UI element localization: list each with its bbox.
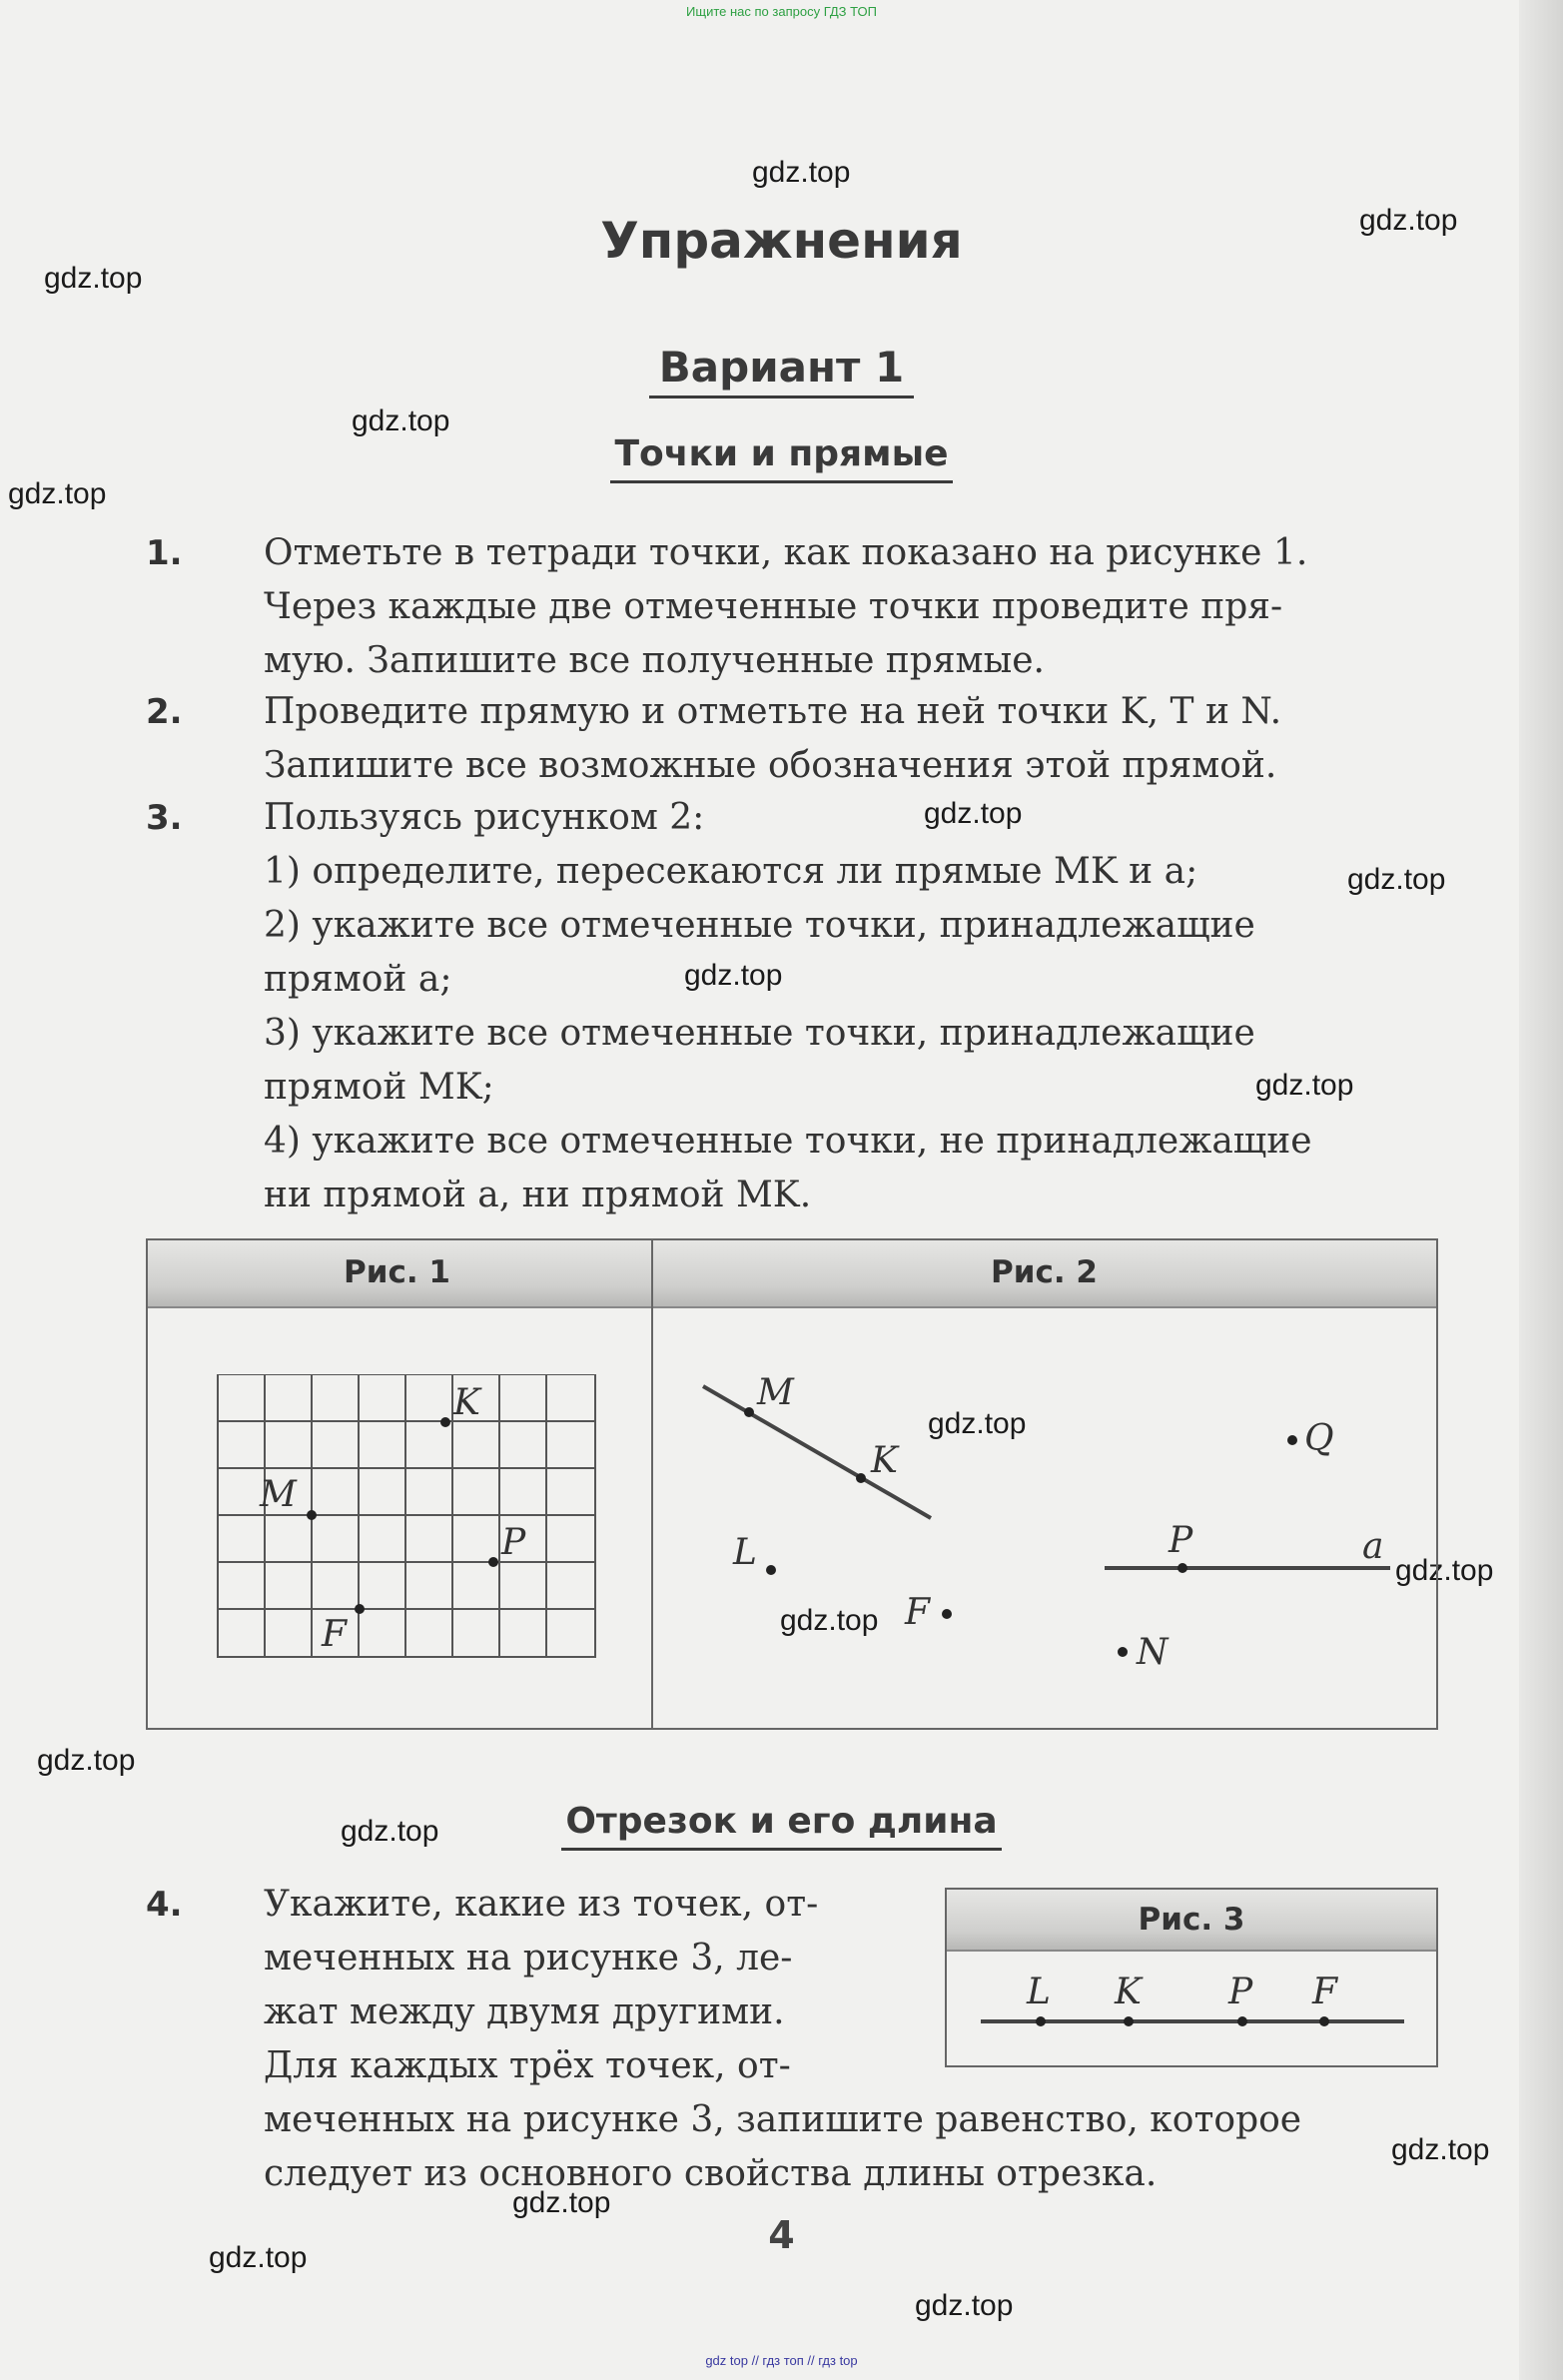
exercise-text (264, 526, 1444, 688)
point-p (1237, 2016, 1247, 2026)
exercise-line: 3) укажите все отмеченные точки, принадлежащие (264, 1013, 1255, 1054)
watermark: gdz.top (1359, 204, 1458, 237)
label-p: P (1228, 1972, 1253, 2012)
watermark: gdz.top (780, 1604, 879, 1637)
exercise-line: Через каждые две отмеченные точки проведите пря- (264, 586, 1283, 627)
point-f (942, 1609, 952, 1619)
watermark: gdz.top (8, 477, 107, 510)
exercise-number: 1. (146, 533, 183, 573)
exercise-line: следует из основного свойства длины отрезка. (264, 2153, 1158, 2194)
figures-table (146, 1238, 1438, 1730)
exercise-line: мую. Запишите все полученные прямые. (264, 640, 1045, 681)
label-q: Q (1304, 1418, 1334, 1459)
exercise-line: 4) укажите все отмеченные точки, не принадлежащие (264, 1121, 1312, 1162)
exercise-number: 3. (146, 798, 183, 838)
figure-3-diagram (947, 1950, 1436, 2065)
point-k (856, 1473, 866, 1483)
bottom-links[interactable]: gdz top // гдз топ // гдз top (705, 2353, 858, 2368)
watermark: gdz.top (341, 1815, 439, 1848)
watermark: gdz.top (1395, 1554, 1494, 1587)
point-f (355, 1604, 365, 1614)
section-heading-segment-length (0, 1801, 1563, 1842)
exercise-line: жат между двумя другими. (264, 1991, 785, 2032)
exercise-text (264, 791, 1444, 1222)
label-m: M (757, 1372, 794, 1413)
point-k (1124, 2016, 1134, 2026)
exercise-3 (146, 791, 1444, 1222)
point-l (1036, 2016, 1046, 2026)
figure-1-grid (208, 1374, 607, 1694)
label-f: F (1312, 1972, 1337, 2012)
point-m (307, 1510, 317, 1520)
label-l: L (733, 1532, 757, 1573)
watermark: gdz.top (352, 404, 450, 437)
watermark: gdz.top (512, 2186, 611, 2219)
exercise-number: 4. (146, 1885, 183, 1925)
label-f: F (322, 1614, 347, 1655)
point-n (1118, 1647, 1128, 1657)
watermark: gdz.top (752, 156, 851, 189)
watermark: gdz.top (684, 959, 783, 992)
section-heading-points-lines (0, 433, 1563, 474)
watermark: gdz.top (44, 262, 143, 295)
exercise-line: Отметьте в тетради точки, как показано на рисунке 1. (264, 532, 1308, 573)
label-p: P (501, 1522, 526, 1563)
figure-3 (945, 1888, 1438, 2067)
figure-1-caption: Рис. 1 (344, 1254, 450, 1290)
exercise-text (264, 685, 1444, 793)
watermark: gdz.top (928, 1407, 1027, 1440)
label-f: F (905, 1592, 930, 1633)
watermark: gdz.top (924, 797, 1023, 830)
label-k: K (871, 1440, 898, 1481)
exercise-number: 2. (146, 692, 183, 732)
exercise-line: Пользуясь рисунком 2: (264, 797, 705, 838)
exercise-line: Запишите все возможные обозначения этой прямой. (264, 745, 1277, 786)
figure-2-diagram (653, 1306, 1438, 1730)
figures-table-header (148, 1240, 1436, 1308)
label-n: N (1137, 1632, 1169, 1673)
exercise-2 (146, 685, 1444, 793)
page-number: 4 (768, 2213, 795, 2257)
label-a: a (1362, 1526, 1384, 1567)
label-m: M (260, 1474, 297, 1515)
point-l (766, 1565, 776, 1575)
variant-heading-text: Вариант 1 (649, 343, 914, 398)
top-search-link[interactable]: Ищите нас по запросу ГДЗ ТОП (686, 4, 877, 19)
variant-heading (0, 343, 1563, 392)
exercise-line: Укажите, какие из точек, от- (264, 1884, 819, 1925)
watermark: gdz.top (1255, 1069, 1354, 1102)
exercise-line: Для каждых трёх точек, от- (264, 2045, 791, 2086)
exercise-line: меченных на рисунке 3, ле- (264, 1938, 793, 1979)
watermark: gdz.top (37, 1744, 136, 1777)
figure-3-caption: Рис. 3 (1138, 1902, 1245, 1938)
label-k: K (1115, 1972, 1142, 2012)
exercise-line: прямой MK; (264, 1067, 494, 1108)
point-k (440, 1417, 450, 1427)
label-k: K (453, 1382, 480, 1423)
exercise-line: 2) укажите все отмеченные точки, принадлежащие (264, 905, 1255, 946)
watermark: gdz.top (1347, 863, 1446, 896)
label-l: L (1027, 1972, 1051, 2012)
point-p (1177, 1563, 1187, 1573)
point-m (744, 1407, 754, 1417)
watermark: gdz.top (915, 2289, 1014, 2322)
exercise-line: меченных на рисунке 3, запишите равенство, которое (264, 2099, 1302, 2140)
exercise-line: ни прямой a, ни прямой MK. (264, 1175, 812, 1215)
watermark: gdz.top (209, 2241, 308, 2274)
exercise-1 (146, 526, 1444, 688)
watermark: gdz.top (1391, 2133, 1490, 2166)
exercise-line: Проведите прямую и отметьте на ней точки K, T и N. (264, 691, 1282, 732)
section-heading-text: Отрезок и его длина (561, 1801, 1001, 1851)
section-heading-text: Точки и прямые (610, 433, 952, 483)
page-title: Упражнения (600, 212, 963, 270)
exercise-line: 1) определите, пересекаются ли прямые MK и a; (264, 851, 1198, 892)
figure-2-caption: Рис. 2 (991, 1254, 1098, 1290)
exercise-line: прямой a; (264, 959, 452, 1000)
point-f (1319, 2016, 1329, 2026)
point-p (488, 1557, 498, 1567)
label-p: P (1169, 1520, 1193, 1561)
point-q (1287, 1435, 1297, 1445)
